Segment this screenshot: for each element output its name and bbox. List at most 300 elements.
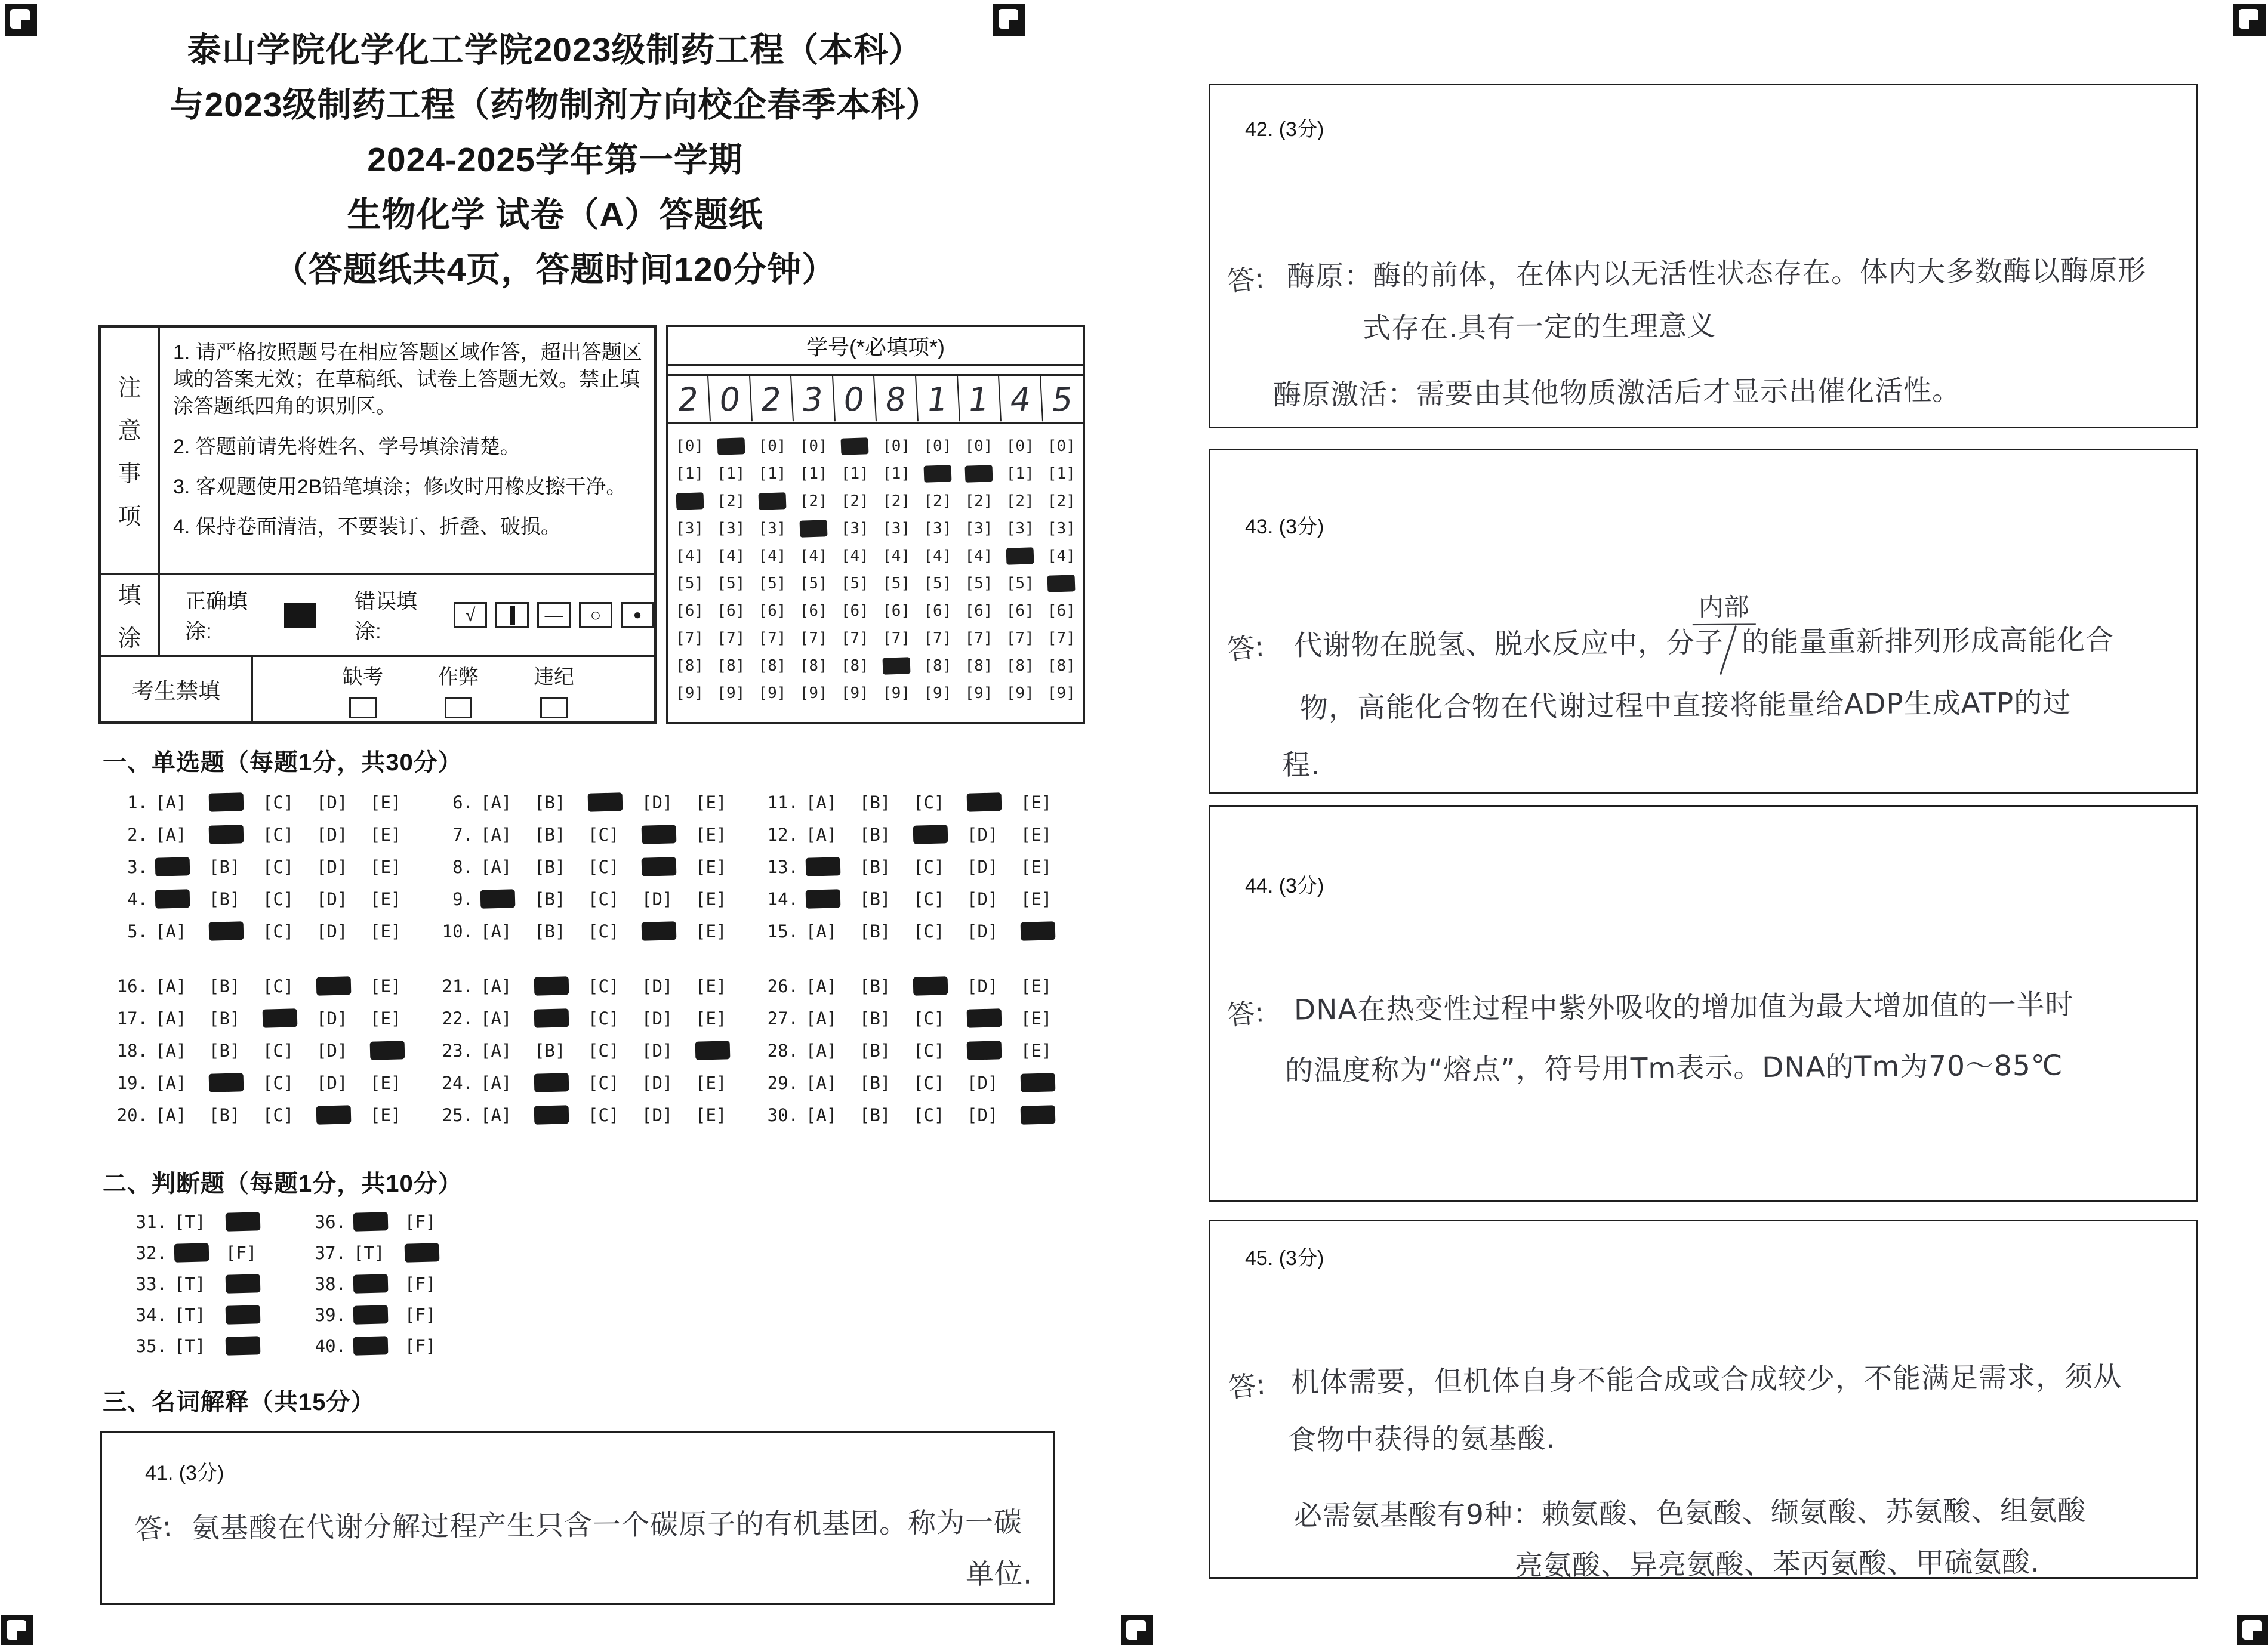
answer-bubble-F[interactable]: [F]: [405, 1336, 436, 1356]
answer-bubble-A[interactable]: [A]: [155, 792, 187, 813]
answer-bubble-E[interactable]: [E]: [695, 1073, 727, 1093]
answer-bubble-T[interactable]: [T]: [174, 1274, 206, 1294]
id-bubble[interactable]: [0]: [676, 437, 704, 455]
answer-bubble-E[interactable]: [E]: [370, 1008, 402, 1029]
answer-bubble-E[interactable]: [E]: [695, 889, 727, 909]
answer-bubble-D[interactable]: [D]: [967, 976, 999, 996]
answer-bubble-B[interactable]: [534, 1073, 588, 1093]
id-digit-cell[interactable]: 2: [667, 375, 711, 424]
id-bubble[interactable]: [9]: [717, 684, 745, 702]
answer-bubble-A[interactable]: [A]: [155, 1073, 187, 1093]
id-bubble[interactable]: [876, 658, 917, 674]
id-bubble[interactable]: [6]: [758, 602, 787, 620]
id-bubble[interactable]: [9]: [1047, 684, 1076, 702]
id-bubble[interactable]: [1]: [1047, 465, 1076, 483]
answer-bubble-T[interactable]: [353, 1305, 405, 1325]
id-bubble[interactable]: [4]: [840, 547, 869, 565]
id-bubble[interactable]: [8]: [1006, 657, 1034, 675]
answer-bubble-C[interactable]: [C]: [263, 1105, 294, 1125]
answer-bubble-T[interactable]: [T]: [353, 1243, 385, 1263]
id-bubble[interactable]: [4]: [882, 547, 911, 565]
question-number: 16.: [116, 976, 148, 996]
id-bubble[interactable]: [2]: [799, 492, 828, 510]
answer-bubble-D[interactable]: [642, 857, 695, 877]
answer-bubble-T[interactable]: [174, 1243, 226, 1263]
id-digit-cell[interactable]: 3: [791, 375, 836, 424]
answer-bubble-C[interactable]: [C]: [588, 1041, 620, 1061]
answer-bubble-B[interactable]: [B]: [209, 1041, 241, 1061]
answer-bubble-D[interactable]: [642, 921, 695, 942]
id-bubble[interactable]: [5]: [799, 575, 828, 592]
id-bubble[interactable]: [9]: [923, 684, 952, 702]
answer-bubble-A[interactable]: [A]: [480, 857, 512, 877]
id-digit-cell[interactable]: 1: [957, 375, 1002, 424]
id-bubble[interactable]: [5]: [717, 575, 745, 592]
answer-bubble-C[interactable]: [913, 825, 967, 845]
id-bubble[interactable]: [2]: [717, 492, 745, 510]
answer-bubble-E[interactable]: [370, 1041, 424, 1061]
answer-bubble-A[interactable]: [A]: [480, 976, 512, 996]
id-bubble-filled: [1047, 575, 1076, 592]
id-bubble[interactable]: [9]: [1006, 684, 1034, 702]
id-digit-cell[interactable]: 0: [708, 375, 753, 424]
question-number: 27.: [767, 1008, 799, 1029]
id-bubble[interactable]: [4]: [923, 547, 952, 565]
id-bubble[interactable]: [2]: [964, 492, 993, 510]
answer-bubble-F[interactable]: [226, 1336, 277, 1356]
answer-bubble-B[interactable]: [B]: [859, 1008, 891, 1029]
answer-bubble-C[interactable]: [C]: [913, 889, 945, 909]
id-bubble[interactable]: [751, 493, 793, 510]
answer-bubble-B[interactable]: [B]: [534, 857, 566, 877]
id-bubble[interactable]: [1]: [676, 465, 704, 483]
id-bubble[interactable]: [9]: [882, 684, 911, 702]
id-bubble[interactable]: [7]: [1006, 629, 1034, 647]
id-bubble[interactable]: [4]: [676, 547, 704, 565]
answer-bubble-E[interactable]: [E]: [370, 921, 402, 942]
id-bubble[interactable]: [3]: [840, 520, 869, 538]
id-bubble[interactable]: [958, 465, 999, 482]
answer-bubble-C[interactable]: [C]: [263, 976, 294, 996]
id-bubble[interactable]: [7]: [799, 629, 828, 647]
answer-bubble-E[interactable]: [1021, 1073, 1074, 1093]
answer-bubble-B[interactable]: [B]: [859, 1041, 891, 1061]
answer-bubble-A[interactable]: [A]: [806, 825, 837, 845]
id-bubble[interactable]: [8]: [1047, 657, 1076, 675]
answer-bubble-E[interactable]: [E]: [695, 825, 727, 845]
id-digit-cell[interactable]: 2: [750, 375, 794, 424]
answer-bubble-C[interactable]: [C]: [588, 1008, 620, 1029]
answer-bubble-A[interactable]: [806, 889, 859, 909]
id-bubble[interactable]: [8]: [840, 657, 869, 675]
id-bubble[interactable]: [6]: [1047, 602, 1076, 620]
answer-bubble-A[interactable]: [155, 889, 209, 909]
id-bubble[interactable]: [9]: [758, 684, 787, 702]
id-bubble[interactable]: [8]: [717, 657, 745, 675]
id-bubble[interactable]: [669, 493, 710, 510]
answer-box-45[interactable]: [1209, 1220, 2198, 1583]
answer-sheet-page-2: [1134, 0, 2268, 1645]
answer-bubble-E[interactable]: [E]: [695, 1008, 727, 1029]
id-bubble[interactable]: [0]: [964, 437, 993, 455]
id-bubble[interactable]: [5]: [676, 575, 704, 592]
answer-bubble-B[interactable]: [209, 825, 263, 845]
answer-bubble-D[interactable]: [D]: [316, 889, 348, 909]
id-bubble[interactable]: [9]: [964, 684, 993, 702]
forbidden-option-label: 缺考: [343, 665, 383, 689]
answer-bubble-B[interactable]: [534, 1105, 588, 1125]
answer-bubble-B[interactable]: [B]: [859, 825, 891, 845]
id-bubble[interactable]: [4]: [964, 547, 993, 565]
answer-bubble-C[interactable]: [C]: [263, 921, 294, 942]
id-bubble[interactable]: [710, 438, 751, 455]
answer-bubble-C[interactable]: [C]: [913, 1105, 945, 1125]
answer-bubble-C[interactable]: [C]: [263, 825, 294, 845]
answer-bubble-C[interactable]: [C]: [913, 921, 945, 942]
id-bubble[interactable]: [8]: [676, 657, 704, 675]
id-bubble[interactable]: [9]: [799, 684, 828, 702]
id-bubble[interactable]: [0]: [758, 437, 787, 455]
forbidden-checkbox[interactable]: [540, 697, 568, 718]
id-bubble[interactable]: [7]: [964, 629, 993, 647]
vertical-label-char: 项: [118, 504, 141, 530]
answer-bubble-E[interactable]: [E]: [1021, 976, 1052, 996]
answer-bubble-D[interactable]: [D]: [967, 921, 999, 942]
answer-bubble-E[interactable]: [E]: [370, 889, 402, 909]
answer-bubble-E[interactable]: [1021, 921, 1074, 942]
answer-bubble-A[interactable]: [A]: [155, 921, 187, 942]
answer-bubble-filled: [480, 889, 516, 909]
answer-bubble-E[interactable]: [E]: [1021, 857, 1052, 877]
answer-bubble-D[interactable]: [D]: [642, 976, 673, 996]
answer-bubble-C[interactable]: [C]: [263, 792, 294, 813]
id-bubble[interactable]: [3]: [1047, 520, 1076, 538]
id-bubble[interactable]: [6]: [676, 602, 704, 620]
answer-bubble-A[interactable]: [A]: [480, 1105, 512, 1125]
answer-bubble-E[interactable]: [E]: [370, 976, 402, 996]
answer-bubble-E[interactable]: [E]: [1021, 825, 1052, 845]
id-bubble[interactable]: [5]: [840, 575, 869, 592]
answer-bubble-B[interactable]: [B]: [859, 976, 891, 996]
id-bubble[interactable]: [3]: [717, 520, 745, 538]
answer-bubble-F[interactable]: [F]: [405, 1274, 436, 1294]
id-bubble[interactable]: [8]: [799, 657, 828, 675]
answer-bubble-B[interactable]: [B]: [859, 1073, 891, 1093]
answer-bubble-C[interactable]: [C]: [913, 857, 945, 877]
answer-bubble-A[interactable]: [A]: [155, 825, 187, 845]
id-bubble[interactable]: [7]: [923, 629, 952, 647]
id-bubble[interactable]: [4]: [717, 547, 745, 565]
id-bubble[interactable]: [8]: [758, 657, 787, 675]
answer-bubble-C[interactable]: [C]: [588, 1105, 620, 1125]
id-bubble[interactable]: [0]: [923, 437, 952, 455]
answer-bubble-C[interactable]: [C]: [913, 1008, 945, 1029]
answer-bubble-B[interactable]: [B]: [859, 889, 891, 909]
answer-bubble-E[interactable]: [E]: [370, 792, 402, 813]
answer-bubble-E[interactable]: [E]: [370, 857, 402, 877]
id-bubble[interactable]: [5]: [964, 575, 993, 592]
answer-bubble-E[interactable]: [E]: [370, 1105, 402, 1125]
forbidden-checkbox[interactable]: [445, 697, 472, 718]
id-bubble[interactable]: [2]: [840, 492, 869, 510]
answer-bubble-A[interactable]: [A]: [155, 1105, 187, 1125]
answer-bubble-T[interactable]: [353, 1212, 405, 1232]
id-bubble[interactable]: [1041, 575, 1082, 592]
answer-bubble-B[interactable]: [209, 792, 263, 813]
answer-box-44[interactable]: [1209, 805, 2198, 1202]
answer-bubble-C[interactable]: [C]: [263, 857, 294, 877]
answer-bubble-B[interactable]: [534, 1008, 588, 1029]
answer-bubble-T[interactable]: [T]: [174, 1305, 206, 1325]
id-bubble[interactable]: [7]: [676, 629, 704, 647]
answer-bubble-A[interactable]: [A]: [480, 1041, 512, 1061]
answer-bubble-B[interactable]: [B]: [534, 792, 566, 813]
answer-bubble-D[interactable]: [D]: [642, 1105, 673, 1125]
answer-bubble-A[interactable]: [A]: [806, 1041, 837, 1061]
id-bubble[interactable]: [0]: [799, 437, 828, 455]
answer-bubble-B[interactable]: [B]: [209, 889, 241, 909]
id-bubble[interactable]: [5]: [758, 575, 787, 592]
answer-bubble-T[interactable]: [T]: [174, 1212, 206, 1232]
id-bubble[interactable]: [7]: [840, 629, 869, 647]
answer-box-42[interactable]: [1209, 84, 2198, 428]
answer-bubble-A[interactable]: [A]: [806, 1008, 837, 1029]
id-digit-cell[interactable]: 0: [833, 375, 877, 424]
answer-bubble-E[interactable]: [E]: [695, 1105, 727, 1125]
id-bubble[interactable]: [1]: [758, 465, 787, 483]
answer-bubble-E[interactable]: [1021, 1105, 1074, 1125]
answer-bubble-B[interactable]: [B]: [859, 857, 891, 877]
answer-bubble-D[interactable]: [D]: [316, 857, 348, 877]
answer-bubble-A[interactable]: [A]: [806, 792, 837, 813]
answer-bubble-A[interactable]: [A]: [806, 921, 837, 942]
id-bubble[interactable]: [6]: [799, 602, 828, 620]
answer-bubble-F[interactable]: [F]: [405, 1305, 436, 1325]
id-bubble[interactable]: [8]: [964, 657, 993, 675]
answer-bubble-B[interactable]: [B]: [534, 921, 566, 942]
answer-box-43[interactable]: [1209, 449, 2198, 794]
id-bubble[interactable]: [3]: [676, 520, 704, 538]
answer-bubble-D[interactable]: [D]: [967, 825, 999, 845]
answer-bubble-B[interactable]: [B]: [859, 921, 891, 942]
vertical-label-char: 事: [118, 461, 141, 487]
id-bubble[interactable]: [5]: [882, 575, 911, 592]
id-bubble[interactable]: [1]: [1006, 465, 1034, 483]
answer-bubble-A[interactable]: [806, 857, 859, 877]
answer-bubble-C[interactable]: [C]: [588, 1073, 620, 1093]
answer-bubble-E[interactable]: [E]: [695, 976, 727, 996]
answer-bubble-B[interactable]: [B]: [209, 1008, 241, 1029]
answer-bubble-B[interactable]: [B]: [209, 1105, 241, 1125]
answer-bubble-C[interactable]: [C]: [588, 889, 620, 909]
answer-bubble-B[interactable]: [B]: [859, 792, 891, 813]
id-bubble[interactable]: [7]: [882, 629, 911, 647]
answer-bubble-D[interactable]: [316, 976, 370, 996]
answer-bubble-A[interactable]: [480, 889, 534, 909]
answer-bubble-F[interactable]: [F]: [405, 1212, 436, 1232]
answer-bubble-B[interactable]: [534, 976, 588, 996]
id-bubble[interactable]: [5]: [923, 575, 952, 592]
answer-bubble-A[interactable]: [A]: [806, 1073, 837, 1093]
id-bubble[interactable]: [5]: [1006, 575, 1034, 592]
answer-bubble-B[interactable]: [B]: [859, 1105, 891, 1125]
id-bubble[interactable]: [6]: [717, 602, 745, 620]
answer-bubble-A[interactable]: [A]: [155, 976, 187, 996]
answer-bubble-D[interactable]: [967, 1041, 1021, 1061]
answer-bubble-C[interactable]: [C]: [913, 1041, 945, 1061]
answer-bubble-B[interactable]: [B]: [534, 825, 566, 845]
id-bubble[interactable]: [6]: [964, 602, 993, 620]
id-bubble[interactable]: [4]: [1047, 547, 1076, 565]
id-bubble[interactable]: [9]: [676, 684, 704, 702]
answer-bubble-C[interactable]: [913, 976, 967, 996]
id-bubble[interactable]: [4]: [758, 547, 787, 565]
id-bubble[interactable]: [8]: [923, 657, 952, 675]
id-bubble[interactable]: [7]: [1047, 629, 1076, 647]
answer-bubble-E[interactable]: [E]: [1021, 792, 1052, 813]
answer-bubble-D[interactable]: [D]: [316, 1073, 348, 1093]
tf-question-row: [304, 1331, 483, 1362]
id-digit-cell[interactable]: 1: [916, 375, 960, 424]
answer-bubble-E[interactable]: [E]: [1021, 1008, 1052, 1029]
id-bubble[interactable]: [1]: [799, 465, 828, 483]
answer-bubble-E[interactable]: [E]: [695, 921, 727, 942]
id-bubble[interactable]: [2]: [923, 492, 952, 510]
answer-bubble-E[interactable]: [E]: [695, 857, 727, 877]
id-bubble[interactable]: [3]: [964, 520, 993, 538]
answer-bubble-E[interactable]: [E]: [695, 792, 727, 813]
answer-bubble-D[interactable]: [316, 1105, 370, 1125]
id-bubble[interactable]: [2]: [1047, 492, 1076, 510]
answer-bubble-C[interactable]: [C]: [913, 1073, 945, 1093]
answer-bubble-D[interactable]: [967, 1008, 1021, 1029]
answer-bubble-B[interactable]: [B]: [534, 889, 566, 909]
answer-bubble-C[interactable]: [C]: [263, 1041, 294, 1061]
answer-bubble-C[interactable]: [C]: [913, 792, 945, 813]
answer-bubble-D[interactable]: [D]: [316, 825, 348, 845]
id-bubble[interactable]: [2]: [1006, 492, 1034, 510]
answer-bubble-B[interactable]: [B]: [209, 976, 241, 996]
answer-bubble-D[interactable]: [D]: [316, 1041, 348, 1061]
question-number: 29.: [767, 1073, 799, 1093]
id-bubble[interactable]: [3]: [882, 520, 911, 538]
answer-bubble-A[interactable]: [A]: [155, 1008, 187, 1029]
id-bubble[interactable]: [1000, 548, 1041, 564]
answer-bubble-A[interactable]: [A]: [806, 1105, 837, 1125]
id-bubble[interactable]: [7]: [758, 629, 787, 647]
answer-bubble-A[interactable]: [155, 857, 209, 877]
id-digit-cell[interactable]: 4: [999, 375, 1043, 424]
answer-bubble-C[interactable]: [263, 1008, 316, 1029]
answer-bubble-D[interactable]: [D]: [316, 792, 348, 813]
answer-bubble-A[interactable]: [A]: [480, 825, 512, 845]
answer-bubble-C[interactable]: [588, 792, 642, 813]
answer-bubble-D[interactable]: [D]: [967, 1073, 999, 1093]
answer-bubble-E[interactable]: [695, 1041, 749, 1061]
answer-bubble-C[interactable]: [C]: [588, 976, 620, 996]
answer-bubble-filled: [642, 857, 677, 876]
answer-bubble-F[interactable]: [226, 1274, 277, 1294]
answer-bubble-A[interactable]: [A]: [480, 1073, 512, 1093]
id-bubble[interactable]: [6]: [840, 602, 869, 620]
answer-bubble-T[interactable]: [T]: [174, 1336, 206, 1356]
answer-bubble-T[interactable]: [353, 1274, 405, 1294]
answer-bubble-A[interactable]: [A]: [155, 1041, 187, 1061]
answer-bubble-A[interactable]: [A]: [480, 1008, 512, 1029]
answer-bubble-C[interactable]: [C]: [588, 921, 620, 942]
id-bubble[interactable]: [3]: [923, 520, 952, 538]
answer-bubble-D[interactable]: [D]: [967, 889, 999, 909]
id-bubble[interactable]: [6]: [1006, 602, 1034, 620]
id-bubble[interactable]: [917, 465, 958, 482]
id-bubble[interactable]: [1]: [882, 465, 911, 483]
id-digit-cell[interactable]: 5: [1051, 379, 1074, 419]
answer-bubble-D[interactable]: [967, 792, 1021, 813]
answer-bubble-C[interactable]: [C]: [588, 857, 620, 877]
answer-bubble-D[interactable]: [D]: [967, 1105, 999, 1125]
answer-bubble-B[interactable]: [B]: [209, 857, 241, 877]
answer-bubble-D[interactable]: [D]: [316, 1008, 348, 1029]
answer-bubble-D[interactable]: [D]: [316, 921, 348, 942]
answer-bubble-E[interactable]: [E]: [1021, 1041, 1052, 1061]
answer-bubble-D[interactable]: [D]: [642, 1041, 673, 1061]
answer-bubble-E[interactable]: [E]: [1021, 889, 1052, 909]
answer-box-41[interactable]: [100, 1431, 1055, 1605]
id-bubble[interactable]: [1]: [717, 465, 745, 483]
answer-bubble-B[interactable]: [209, 1073, 263, 1093]
answer-bubble-A[interactable]: [A]: [480, 921, 512, 942]
id-bubble[interactable]: [0]: [1006, 437, 1034, 455]
id-bubble[interactable]: [0]: [1047, 437, 1076, 455]
answer-bubble-E[interactable]: [E]: [370, 1073, 402, 1093]
id-bubble[interactable]: [834, 438, 876, 455]
id-bubble[interactable]: [0]: [882, 437, 911, 455]
answer-bubble-C[interactable]: [C]: [588, 825, 620, 845]
answer-bubble-D[interactable]: [D]: [642, 1073, 673, 1093]
answer-bubble-A[interactable]: [A]: [806, 976, 837, 996]
answer-bubble-F[interactable]: [F]: [226, 1243, 257, 1263]
answer-bubble-B[interactable]: [B]: [534, 1041, 566, 1061]
id-bubble[interactable]: [7]: [717, 629, 745, 647]
answer-bubble-D[interactable]: [642, 825, 695, 845]
id-bubble[interactable]: [6]: [923, 602, 952, 620]
answer-bubble-D[interactable]: [D]: [642, 889, 673, 909]
answer-bubble-A[interactable]: [A]: [480, 792, 512, 813]
answer-bubble-C[interactable]: [C]: [263, 889, 294, 909]
id-bubble[interactable]: [4]: [799, 547, 828, 565]
answer-bubble-T[interactable]: [353, 1336, 405, 1356]
answer-bubble-C[interactable]: [C]: [263, 1073, 294, 1093]
answer-bubble-D[interactable]: [D]: [967, 857, 999, 877]
id-bubble[interactable]: [3]: [1006, 520, 1034, 538]
answer-bubble-B[interactable]: [209, 921, 263, 942]
id-bubble[interactable]: [2]: [882, 492, 911, 510]
answer-bubble-F[interactable]: [405, 1243, 456, 1263]
id-bubble[interactable]: [6]: [882, 602, 911, 620]
id-bubble[interactable]: [3]: [758, 520, 787, 538]
id-bubble[interactable]: [793, 520, 834, 537]
answer-bubble-D[interactable]: [D]: [642, 792, 673, 813]
dot-filled-icon: ●: [621, 602, 654, 628]
answer-bubble-D[interactable]: [D]: [642, 1008, 673, 1029]
answer-bubble-F[interactable]: [226, 1212, 277, 1232]
forbidden-checkbox[interactable]: [349, 697, 377, 718]
id-digit-cell[interactable]: 8: [874, 375, 919, 424]
answer-bubble-F[interactable]: [226, 1305, 277, 1325]
id-bubble[interactable]: [1]: [840, 465, 869, 483]
answer-bubble-E[interactable]: [E]: [370, 825, 402, 845]
id-bubble[interactable]: [9]: [840, 684, 869, 702]
